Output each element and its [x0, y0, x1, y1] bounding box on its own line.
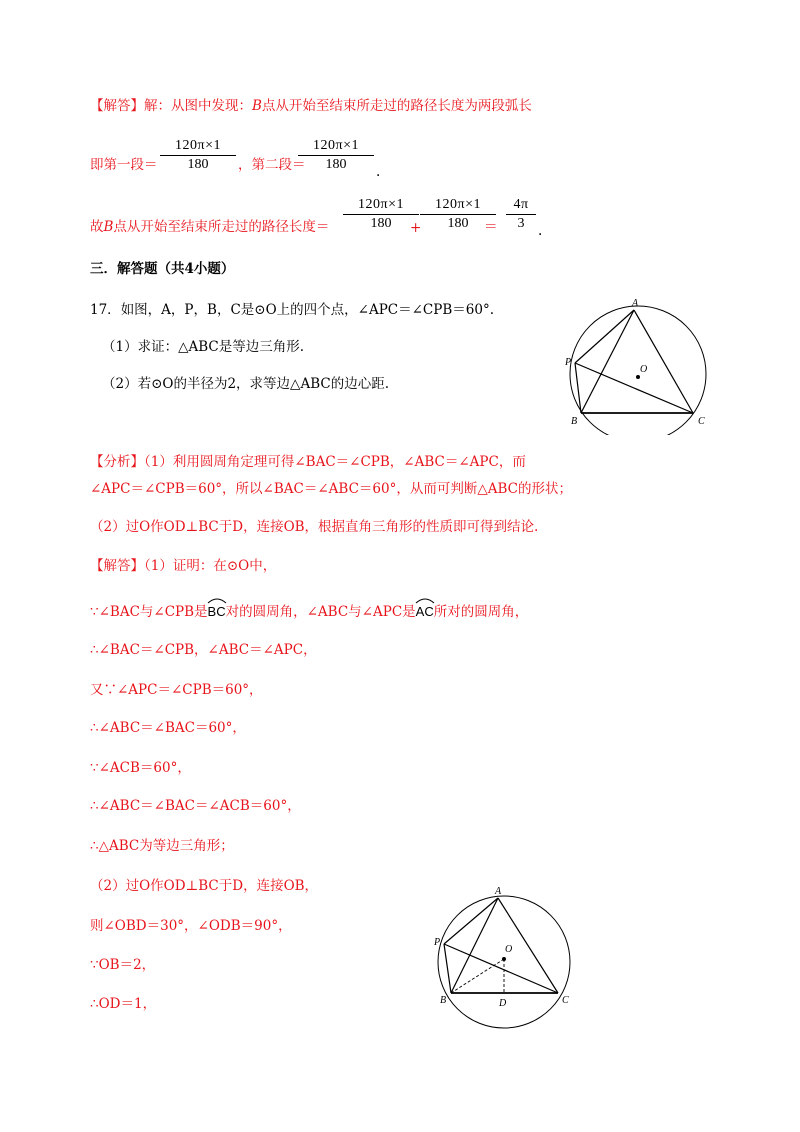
solution-line-12: ∴OD＝1， [90, 996, 157, 1012]
solution-line-11: ∵OB＝2， [90, 957, 156, 973]
solution-text-2c: 所对的圆周角， [433, 604, 529, 620]
total-end-period [538, 221, 542, 241]
section-heading: 三．解答题（共4小题） [90, 261, 235, 277]
fraction-numerator: 120π×1 [420, 196, 496, 215]
fraction-total-1 [343, 196, 419, 233]
var-b: B [252, 98, 262, 114]
solution-line-8: ∴△ABC为等边三角形； [90, 838, 234, 854]
segment-pa [575, 310, 634, 363]
total-lead: 故 [90, 219, 104, 235]
segment-label-line [90, 155, 158, 175]
segment2-label-line [238, 155, 306, 175]
solution-text-1: （1）证明：在⊙O中， [144, 558, 277, 574]
segment2-label: ，第二段＝ [238, 157, 306, 173]
period: . [538, 223, 543, 239]
arc-ac-label: AC [415, 604, 434, 619]
label-o: O [640, 364, 648, 375]
segment-pc [575, 363, 693, 413]
problem-part-2: （2）若⊙O的半径为2，求等边△ABC的边心距. [102, 376, 389, 392]
label-a: A [495, 886, 502, 897]
plus: + [410, 220, 422, 236]
circle-figure-2 [425, 882, 585, 1032]
fraction-segment2 [298, 137, 374, 174]
label-d: D [499, 998, 507, 1009]
answer-intro-text-2: 点从开始至结束所走过的路径长度为两段弧长 [261, 98, 532, 114]
arc-mark-icon [207, 596, 227, 604]
circle-figure-1 [555, 295, 715, 435]
solution-line-6: ∵∠ACB＝60°， [90, 760, 191, 776]
fraction-denominator: 180 [447, 216, 469, 231]
problem-text: 如图，A，P，B，C是⊙O上的四个点，∠APC＝∠CPB＝60°. [120, 302, 494, 318]
solution-line-9: （2）过O作OD⊥BC于D，连接OB， [90, 878, 319, 894]
fraction-denominator: 3 [517, 216, 525, 231]
segment-pb [444, 944, 451, 993]
label-p: P [565, 357, 572, 368]
label-c: C [562, 995, 569, 1006]
analysis-line-3: （2）过O作OD⊥BC于D，连接OB，根据直角三角形的性质即可得到结论. [90, 519, 539, 535]
solution-line-4: 又∵∠APC＝∠CPB＝60°， [90, 682, 263, 698]
solution-line-2 [90, 600, 528, 622]
solution-text-2a: ∵∠BAC与∠CPB是 [90, 604, 208, 620]
fraction-numerator: 120π×1 [160, 137, 236, 156]
fraction-denominator: 180 [187, 157, 209, 172]
solution-tag: 【解答】 [90, 558, 144, 574]
solution-line-10: 则∠OBD＝30°，∠ODB＝90°， [90, 918, 292, 934]
label-o: O [505, 944, 513, 955]
arc-mark-icon [415, 596, 435, 604]
analysis-tag: 【分析】 [90, 454, 144, 470]
label-c: C [698, 416, 705, 427]
segment-ab [451, 898, 498, 993]
answer-intro-text: 解：从图中发现： [144, 98, 252, 114]
fraction-denominator: 180 [370, 216, 392, 231]
fraction-numerator: 120π×1 [298, 137, 374, 156]
var-b: B [103, 219, 114, 235]
label-b: B [440, 995, 447, 1006]
center-point [636, 375, 640, 379]
solution-line-7: ∴∠ABC＝∠BAC＝∠ACB＝60°， [90, 798, 301, 814]
analysis-text-1: （1）利用圆周角定理可得∠BAC＝∠CPB，∠ABC＝∠APC，而 [144, 454, 526, 470]
equals-sign [484, 217, 498, 237]
equals: ＝ [484, 219, 498, 235]
problem-part-1: （1）求证：△ABC是等边三角形. [102, 339, 305, 355]
label-b: B [571, 416, 578, 427]
period: . [376, 164, 381, 180]
fraction-denominator: 180 [325, 157, 347, 172]
solution-line-1 [90, 556, 276, 576]
fraction-result [506, 196, 536, 233]
solution-line-5: ∴∠ABC＝∠BAC＝60°， [90, 720, 246, 736]
circle-o [570, 306, 706, 435]
center-point [502, 957, 506, 961]
total-label: 点从开始至结束所走过的路径长度＝ [113, 219, 330, 235]
answer-intro-line [90, 96, 532, 116]
total-length-line [90, 217, 329, 237]
arc-bc-label: BC [207, 604, 226, 619]
label-p: P [434, 937, 441, 948]
arc-ac [416, 600, 434, 622]
problem-statement [90, 300, 494, 320]
answer-tag: 【解答】 [90, 98, 144, 114]
arc-bc [208, 600, 226, 622]
analysis-line-1 [90, 452, 526, 472]
fraction-numerator: 4π [506, 196, 536, 215]
analysis-line-2: ∠APC＝∠CPB＝60°，所以∠BAC＝∠ABC＝60°，从而可判断△ABC的形状； [90, 481, 572, 497]
solution-text-2b: 对的圆周角，∠ABC与∠APC是 [225, 604, 416, 620]
fraction-segment1 [160, 137, 236, 174]
segment-ab [581, 310, 634, 413]
problem-number: 17． [90, 302, 121, 318]
solution-line-3: ∴∠BAC＝∠CPB，∠ABC＝∠APC， [90, 642, 317, 658]
segment1-label: 即第一段＝ [90, 157, 158, 173]
segment-ac [634, 310, 693, 413]
segment-end-period [376, 162, 380, 182]
segment-pc [444, 944, 558, 993]
label-a: A [632, 298, 639, 309]
fraction-numerator: 120π×1 [343, 196, 419, 215]
